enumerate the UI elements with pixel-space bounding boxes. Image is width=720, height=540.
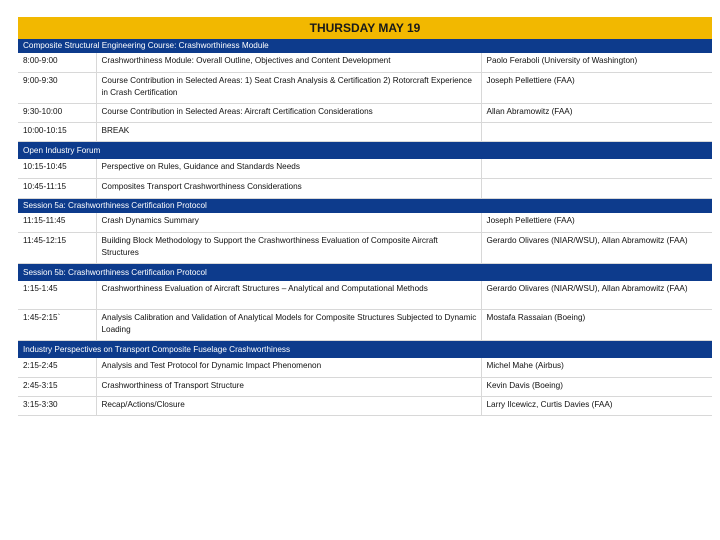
session-time: 1:15-1:45 bbox=[18, 281, 96, 310]
session-topic: Crashworthiness of Transport Structure bbox=[96, 378, 481, 397]
section-title: Session 5a: Crashworthiness Certification Protocol bbox=[18, 199, 712, 214]
session-row bbox=[18, 378, 712, 397]
session-topic: Analysis Calibration and Validation of Analytical Models for Composite Structures Subjected to Dynamic Loading bbox=[96, 310, 481, 341]
session-time: 10:45-11:15 bbox=[18, 179, 96, 199]
session-topic: Crashworthiness Module: Overall Outline, Objectives and Content Development bbox=[96, 53, 481, 73]
session-row bbox=[18, 159, 712, 179]
session-speaker: Kevin Davis (Boeing) bbox=[481, 378, 712, 397]
session-topic: Composites Transport Crashworthiness Considerations bbox=[96, 179, 481, 199]
day-header-row bbox=[18, 17, 712, 39]
session-speaker: Joseph Pellettiere (FAA) bbox=[481, 73, 712, 104]
section-title: Composite Structural Engineering Course: Crashworthiness Module bbox=[18, 39, 712, 53]
session-speaker: Paolo Feraboli (University of Washington) bbox=[481, 53, 712, 73]
session-speaker bbox=[481, 123, 712, 142]
session-topic: Course Contribution in Selected Areas: 1) Seat Crash Analysis & Certification 2) Rotorcraft Experience in Crash Certification bbox=[96, 73, 481, 104]
section-title: Industry Perspectives on Transport Composite Fuselage Crashworthiness bbox=[18, 341, 712, 359]
session-speaker: Gerardo Olivares (NIAR/WSU), Allan Abramowitz (FAA) bbox=[481, 281, 712, 310]
session-row bbox=[18, 281, 712, 310]
section-row bbox=[18, 142, 712, 160]
session-row bbox=[18, 53, 712, 73]
session-row bbox=[18, 358, 712, 378]
session-speaker: Joseph Pellettiere (FAA) bbox=[481, 213, 712, 233]
session-row bbox=[18, 179, 712, 199]
session-topic: Crash Dynamics Summary bbox=[96, 213, 481, 233]
session-time: 2:45-3:15 bbox=[18, 378, 96, 397]
session-topic: Analysis and Test Protocol for Dynamic Impact Phenomenon bbox=[96, 358, 481, 378]
session-time: 11:45-12:15 bbox=[18, 233, 96, 264]
section-row bbox=[18, 39, 712, 53]
session-time: 11:15-11:45 bbox=[18, 213, 96, 233]
session-row bbox=[18, 213, 712, 233]
session-time: 9:00-9:30 bbox=[18, 73, 96, 104]
session-speaker: Allan Abramowitz (FAA) bbox=[481, 104, 712, 123]
session-topic: Crashworthiness Evaluation of Aircraft Structures – Analytical and Computational Methods bbox=[96, 281, 481, 310]
section-row bbox=[18, 199, 712, 214]
session-time: 9:30-10:00 bbox=[18, 104, 96, 123]
session-topic: Recap/Actions/Closure bbox=[96, 397, 481, 416]
session-topic: Course Contribution in Selected Areas: Aircraft Certification Considerations bbox=[96, 104, 481, 123]
session-topic: Building Block Methodology to Support the Crashworthiness Evaluation of Composite Aircraft Structures bbox=[96, 233, 481, 264]
session-row bbox=[18, 233, 712, 264]
session-row bbox=[18, 123, 712, 142]
session-time: 10:15-10:45 bbox=[18, 159, 96, 179]
session-speaker: Mostafa Rassaian (Boeing) bbox=[481, 310, 712, 341]
session-topic: Perspective on Rules, Guidance and Standards Needs bbox=[96, 159, 481, 179]
session-speaker: Larry Ilcewicz, Curtis Davies (FAA) bbox=[481, 397, 712, 416]
session-time: 3:15-3:30 bbox=[18, 397, 96, 416]
session-row bbox=[18, 104, 712, 123]
section-row bbox=[18, 264, 712, 282]
session-speaker: Gerardo Olivares (NIAR/WSU), Allan Abramowitz (FAA) bbox=[481, 233, 712, 264]
session-topic: BREAK bbox=[96, 123, 481, 142]
section-row bbox=[18, 341, 712, 359]
section-title: Session 5b: Crashworthiness Certification Protocol bbox=[18, 264, 712, 282]
session-speaker: Michel Mahe (Airbus) bbox=[481, 358, 712, 378]
session-row bbox=[18, 73, 712, 104]
session-time: 1:45-2:15` bbox=[18, 310, 96, 341]
session-row bbox=[18, 397, 712, 416]
session-time: 8:00-9:00 bbox=[18, 53, 96, 73]
session-time: 2:15-2:45 bbox=[18, 358, 96, 378]
schedule-table bbox=[18, 17, 712, 416]
day-title: THURSDAY MAY 19 bbox=[18, 17, 712, 39]
session-speaker bbox=[481, 179, 712, 199]
session-time: 10:00-10:15 bbox=[18, 123, 96, 142]
session-row bbox=[18, 310, 712, 341]
session-speaker bbox=[481, 159, 712, 179]
section-title: Open Industry Forum bbox=[18, 142, 712, 160]
